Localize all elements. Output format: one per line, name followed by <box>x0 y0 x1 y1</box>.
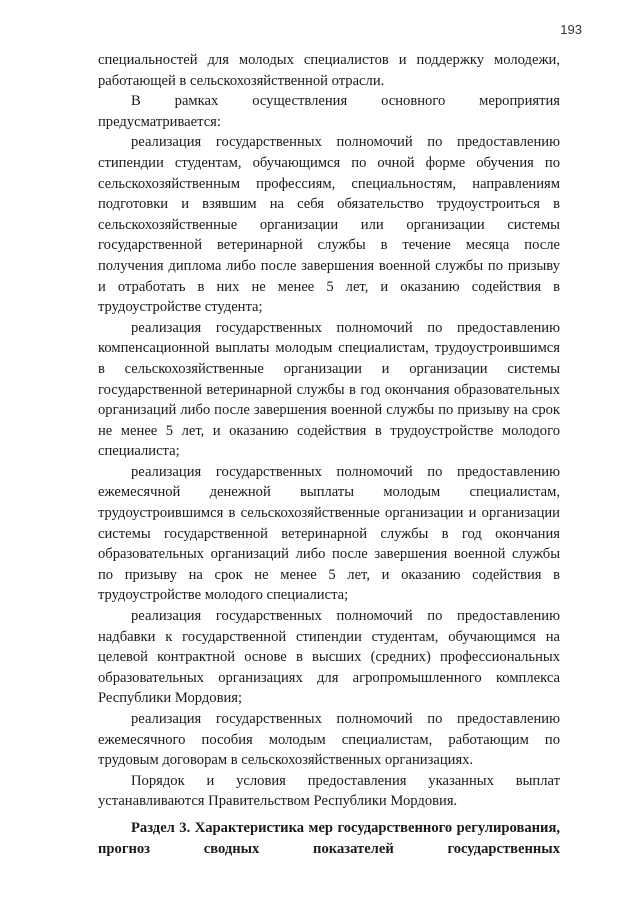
paragraph-continuation: специальностей для молодых специалистов и поддержку молодежи, работающей в сельскохозяйственной отрасли. <box>98 52 560 89</box>
paragraph-stipend-bonus: реализация государственных полномочий по предоставлению надбавки к государственной стипендии студентам, обучающимся на целевой контрактной основе в высших (средних) профессиональных образовательных организациях для агропромышленного комплекса Республики Мордовия; <box>98 608 560 707</box>
paragraph-procedure: Порядок и условия предоставления указанных выплат устанавливаются Правительством Республики Мордовия. <box>98 772 560 810</box>
document-body <box>98 50 560 812</box>
paragraph-stipend: реализация государственных полномочий по предоставлению стипендии студентам, обучающимся по очной форме обучения по сельскохозяйственным профессиям, специальностям, направлениям подготовки и взявшим на себя обязательство трудоустроиться в сельскохозяйственные организации или организации системы государственной ветеринарной службы в течение месяца после получения диплома либо после завершения военной службы по призыву и отработать в них не менее 5 лет, и оказанию содействия в трудоустройстве студента; <box>98 134 560 316</box>
paragraph-monthly-allowance: реализация государственных полномочий по предоставлению ежемесячного пособия молодым специалистам, работающим по трудовым договорам в сельскохозяйственных организациях. <box>98 711 560 769</box>
paragraph-compensation: реализация государственных полномочий по предоставлению компенсационной выплаты молодым специалистам, трудоустроившимся в сельскохозяйственные организации и организации системы государственной ветеринарной службы в год окончания образовательных организаций либо после завершения военной службы по призыву на срок не менее 5 лет, и оказанию содействия в трудоустройстве молодого специалиста; <box>98 319 560 460</box>
paragraph-intro: В рамках осуществления основного мероприятия предусматривается: <box>98 93 560 130</box>
page-number: 193 <box>560 22 582 37</box>
section-heading <box>98 818 560 860</box>
section-heading-text: Раздел 3. Характеристика мер государственного регулирования, прогноз сводных показателей государственных <box>98 820 560 857</box>
paragraph-monthly-payment: реализация государственных полномочий по предоставлению ежемесячной денежной выплаты молодым специалистам, трудоустроившимся в сельскохозяйственные организации и организации системы государственной ветеринарной службы в год окончания образовательных организаций либо после завершения военной службы по призыву на срок не менее 5 лет, и оказанию содействия в трудоустройстве молодого специалиста; <box>98 463 560 604</box>
